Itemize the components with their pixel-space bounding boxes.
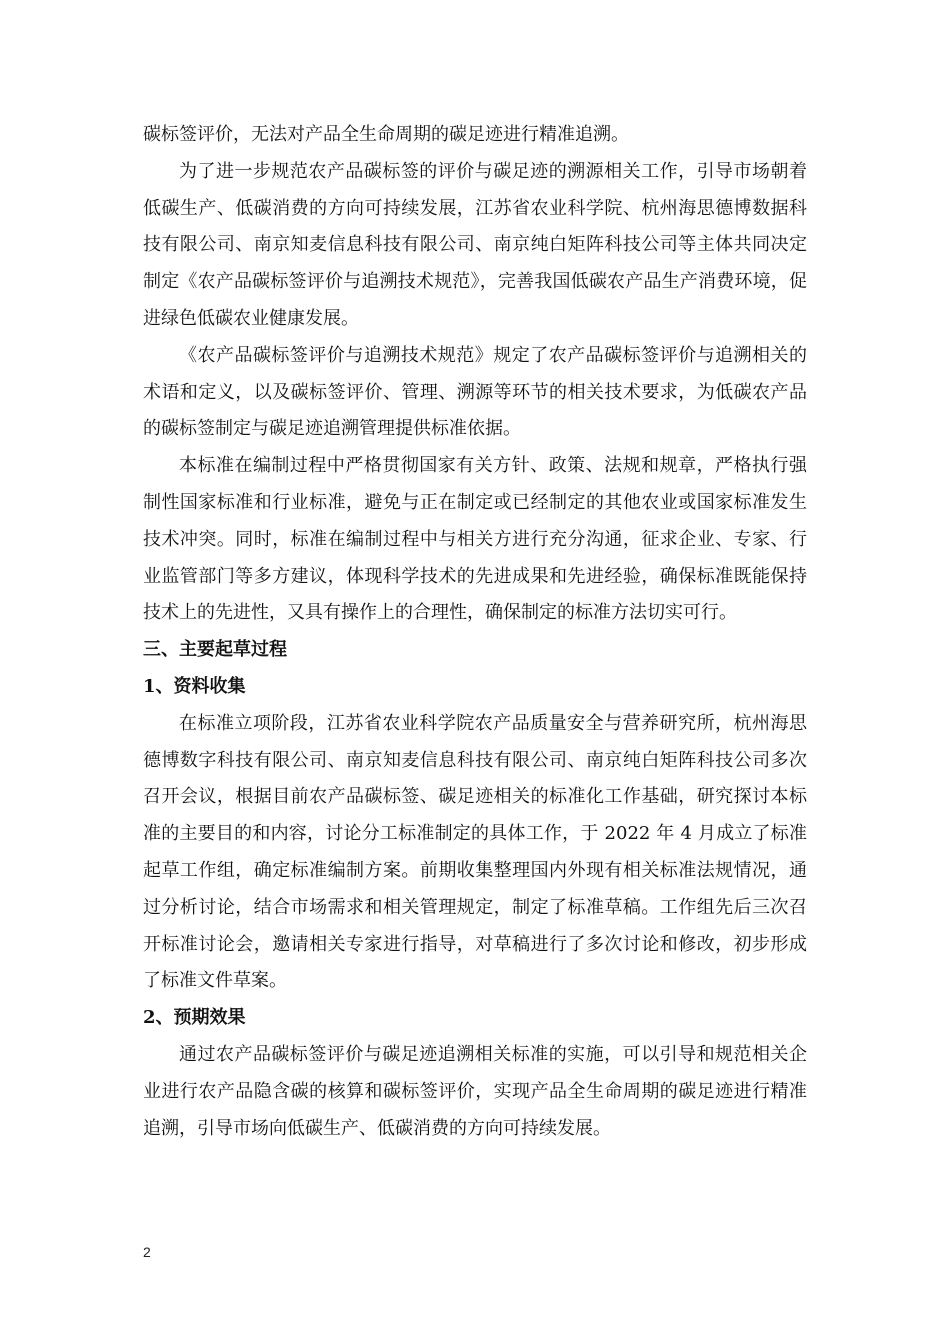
paragraph-continued: 碳标签评价，无法对产品全生命周期的碳足迹进行精准追溯。	[143, 124, 629, 145]
paragraph-purpose: 为了进一步规范农产品碳标签的评价与碳足迹的溯源相关工作，引导市场朝着低碳生产、低碳消费的方向可持续发展，江苏省农业科学院、杭州海思德博数据科技有限公司、南京知麦信息科技有限公司、南京纯白矩阵科技公司等主体共同决定制定《农产品碳标签评价与追溯技术规范》，完善我国低碳农产品生产消费环境，促进绿色低碳农业健康发展。	[143, 160, 807, 329]
paragraph-expected-effect: 通过农产品碳标签评价与碳足迹追溯相关标准的实施，可以引导和规范相关企业进行农产品隐含碳的核算和碳标签评价，实现产品全生命周期的碳足迹进行精准追溯，引导市场向低碳生产、低碳消费的方向可持续发展。	[143, 1043, 807, 1139]
paragraph-data-collection: 在标准立项阶段，江苏省农业科学院农产品质量安全与营养研究所，杭州海思德博数字科技有限公司、南京知麦信息科技有限公司、南京纯白矩阵科技公司多次召开会议，根据目前农产品碳标签、碳足迹相关的标准化工作基础，研究探讨本标准的主要目的和内容，讨论分工标准制定的具体工作，于 2022 年 4 月成立了标准起草工作组，确定标准编制方案。前期收集整理国内外现有相关标准法规情况，通过分析讨论，结合市场需求和相关管理规定，制定了标准草稿。工作组先后三次召开标准讨论会，邀请相关专家进行指导，对草稿进行了多次讨论和修改，初步形成了标准文件草案。	[143, 712, 807, 992]
document-body	[143, 117, 807, 1147]
paragraph-scope: 《农产品碳标签评价与追溯技术规范》规定了农产品碳标签评价与追溯相关的术语和定义，以及碳标签评价、管理、溯源等环节的相关技术要求，为低碳农产品的碳标签制定与碳足迹追溯管理提供标准依据。	[143, 344, 807, 440]
paragraph-principles: 本标准在编制过程中严格贯彻国家有关方针、政策、法规和规章，严格执行强制性国家标准和行业标准，避免与正在制定或已经制定的其他农业或国家标准发生技术冲突。同时，标准在编制过程中与相关方进行充分沟通，征求企业、专家、行业监管部门等多方建议，体现科学技术的先进成果和先进经验，确保标准既能保持技术上的先进性，又具有操作上的合理性，确保制定的标准方法切实可行。	[143, 455, 807, 624]
subsection-heading-data-collection: 1、资料收集	[143, 675, 246, 697]
section-heading-drafting-process: 三、主要起草过程	[143, 639, 287, 661]
subsection-heading-expected-effect: 2、预期效果	[143, 1007, 246, 1029]
page-number: 2	[143, 1244, 151, 1260]
